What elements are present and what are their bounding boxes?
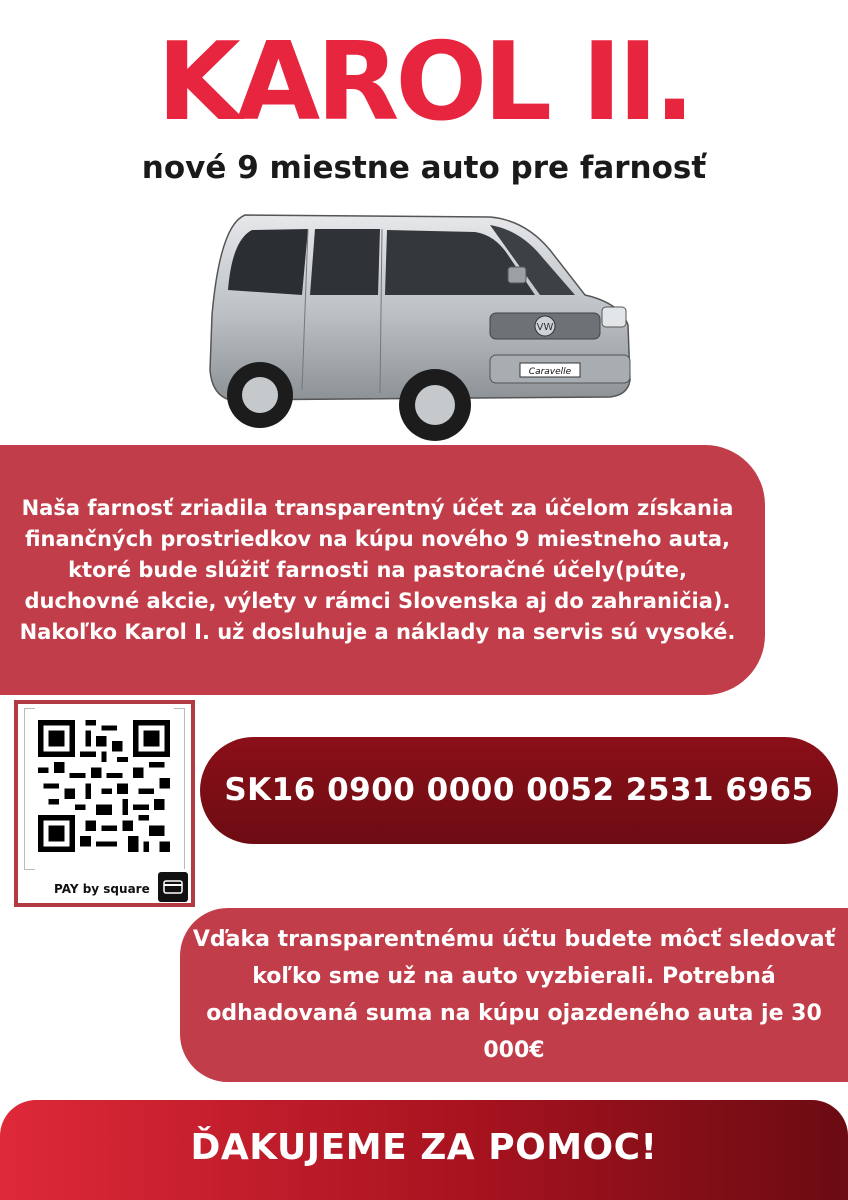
qr-payment-card[interactable]: [14, 700, 195, 907]
qr-inner: [18, 704, 191, 903]
van-badge: Caravelle: [528, 367, 572, 377]
info-text: Vďaka transparentnému účtu budete môcť sledovať koľko sme už na auto vyzbierali. Potrebná odhadovaná suma na kúpu ojazdeného auta je 30 000€: [192, 927, 836, 1063]
info-bubble: [180, 908, 848, 1082]
svg-text:VW: VW: [536, 322, 554, 333]
thanks-text: ĎAKUJEME ZA POMOC!: [190, 1127, 658, 1168]
iban-bubble[interactable]: [200, 737, 838, 844]
qr-frame-left: [24, 708, 35, 870]
pay-by-square-label: PAY by square: [54, 882, 150, 896]
qr-frame-right: [174, 708, 185, 869]
intro-text: Naša farnosť zriadila transparentný účet za účelom získania finančných prostriedkov na kúpu nového 9 miestneho auta, ktoré bude slúžiť farnosti na pastoračné účely(púte, duchovné akcie, výlety v rámci Slovenska aj do zahraničia). Nakoľko Karol I. už dosluhuje a náklady na servis sú vysoké.: [19, 495, 736, 644]
intro-bubble: [0, 445, 765, 695]
page-subtitle: nové 9 miestne auto pre farnosť: [141, 150, 707, 186]
thanks-banner: [0, 1100, 848, 1200]
qr-code[interactable]: [38, 720, 170, 852]
van-illustration: [190, 195, 640, 445]
iban-number[interactable]: SK16 0900 0000 0052 2531 6965: [224, 772, 814, 808]
card-icon: [158, 872, 188, 902]
page-title: KAROL II.: [156, 20, 692, 145]
